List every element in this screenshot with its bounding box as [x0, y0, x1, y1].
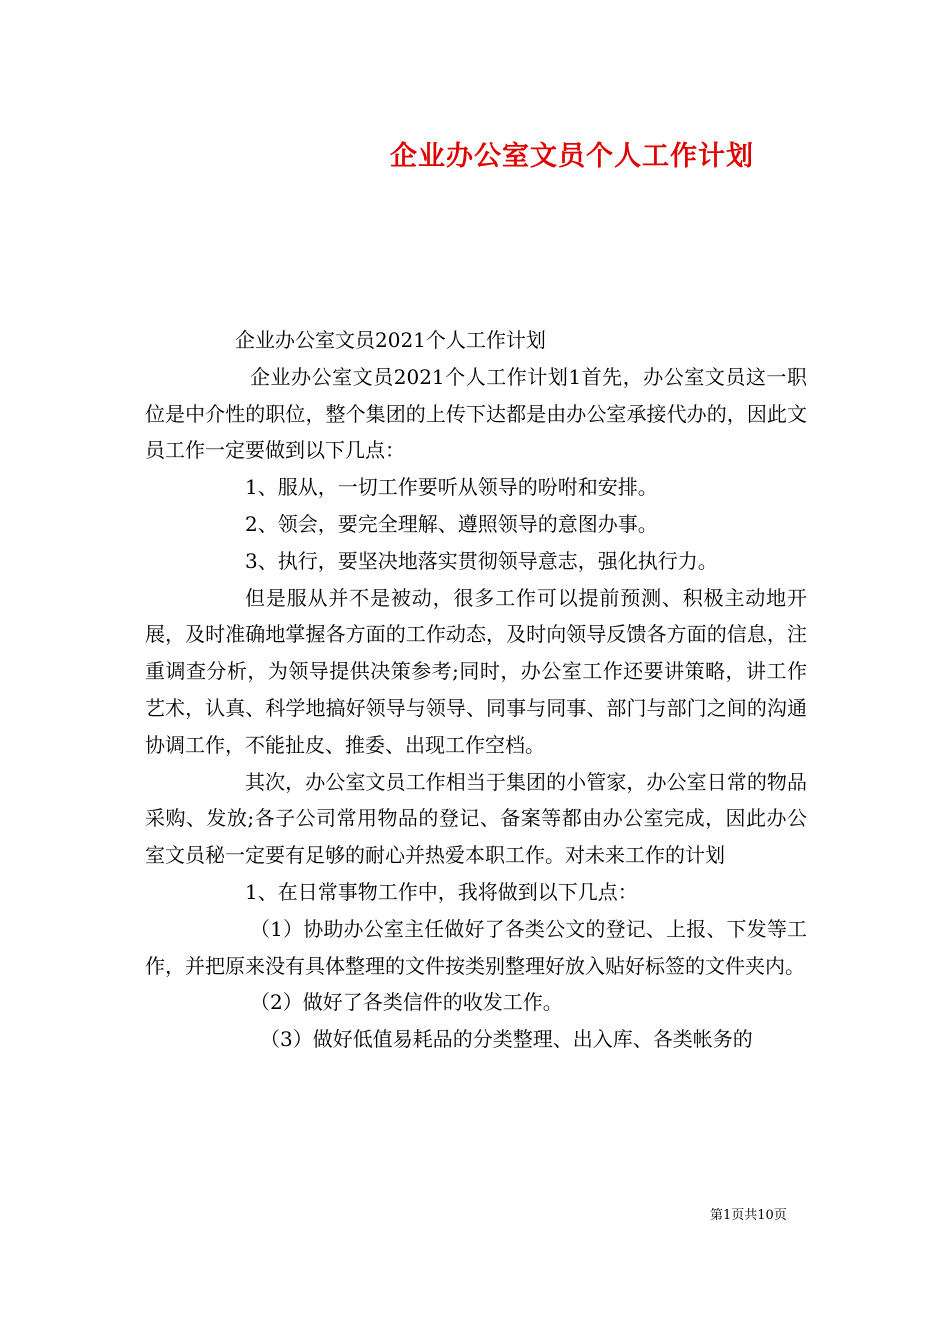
paragraph-heading: 企业办公室文员2021个人工作计划 — [235, 328, 546, 352]
paragraph-sub-2: （2）做好了各类信件的收发工作。 — [250, 990, 563, 1015]
paragraph-point-3: 3、执行，要坚决地落实贯彻领导意志，强化执行力。 — [245, 548, 718, 573]
document-title: 企业办公室文员个人工作计划 — [390, 141, 754, 172]
paragraph-sub-1: （1）协助办公室主任做好了各类公文的登记、上报、下发等工作，并把原来没有具体整理的文件按类别整理好放入贴好标签的文件夹内。 — [145, 916, 807, 978]
paragraph-sub-3: （3）做好低值易耗品的分类整理、出入库、各类帐务的 — [260, 1027, 753, 1052]
document-body — [145, 322, 807, 1058]
paragraph-plan-1: 1、在日常事物工作中，我将做到以下几点： — [245, 879, 638, 904]
page-number: 第1页共10页 — [710, 1208, 787, 1223]
paragraph-second: 其次，办公室文员工作相当于集团的小管家，办公室日常的物品采购、发放;各子公司常用物品的登记、备案等都由办公室完成，因此办公室文员秘一定要有足够的耐心并热爱本职工作。对未来工作的计划 — [145, 769, 807, 868]
paragraph-point-1: 1、服从，一切工作要听从领导的吩咐和安排。 — [245, 475, 658, 500]
paragraph-point-2: 2、领会，要完全理解、遵照领导的意图办事。 — [245, 511, 658, 536]
paragraph-proactive: 但是服从并不是被动，很多工作可以提前预测、积极主动地开展，及时准确地掌握各方面的工作动态，及时向领导反馈各方面的信息，注重调查分析，为领导提供决策参考;同时，办公室工作还要讲策略，讲工作艺术，认真、科学地搞好领导与领导、同事与同事、部门与部门之间的沟通协调工作，不能扯皮、推委、出现工作空档。 — [145, 585, 807, 757]
paragraph-intro: 企业办公室文员2021个人工作计划1首先，办公室文员这一职位是中介性的职位，整个集团的上传下达都是由办公室承接代办的，因此文员工作一定要做到以下几点： — [145, 364, 807, 463]
